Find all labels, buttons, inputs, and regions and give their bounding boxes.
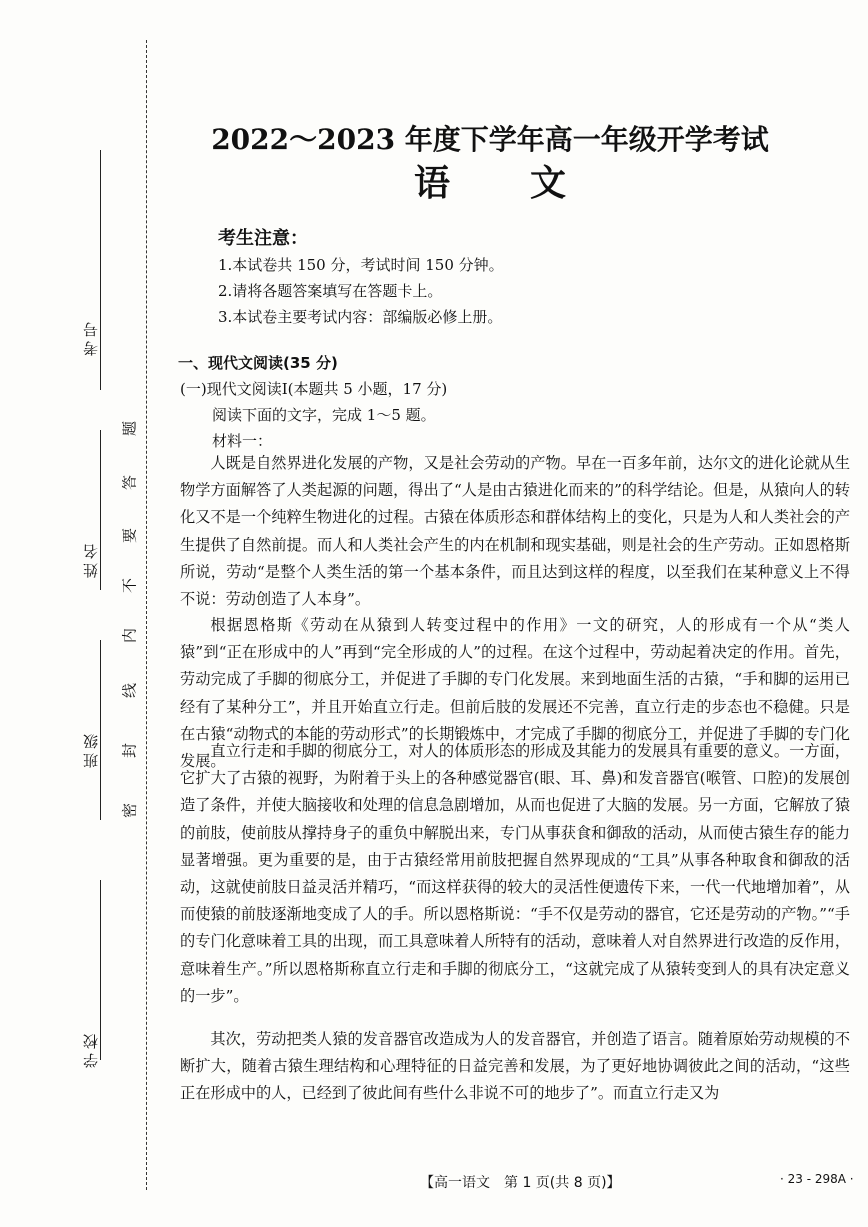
notice-item: 3.本试卷主要考试内容：部编版必修上册。: [218, 308, 503, 326]
paragraph: 其次，劳动把类人猿的发音器官改造成为人的发音器官，并创造了语言。随着原始劳动规模的不断扩大，随着古猿生理结构和心理特征的日益完善和发展，为了更好地协调彼此之间的活动，“这些正在形成中的人，已经到了彼此间有些什么非说不可的地步了”。而直立行走又为: [180, 1030, 850, 1103]
paper-code: · 23 - 298A ·: [780, 1172, 854, 1186]
class-label: 班级: [82, 730, 100, 768]
paragraph: 直立行走和手脚的彻底分工，对人的体质形态的形成及其能力的发展具有重要的意义。一方面，它扩大了古猿的视野，为附着于头上的各种感觉器官(眼、耳、鼻)和发音器官(喉管、口腔)的发展创造了条件，并使大脑接收和处理的信息急剧增加，从而也促进了大脑的发展。另一方面，它解放了猿的前肢，使前肢从撑持身子的重负中解脱出来，专门从事获食和御敌的活动，从而使古猿生存的能力显著增强。更为重要的是，由于古猿经常用前肢把握自然界现成的“工具”从事各种取食和御敌的活动，这就使前肢日益灵活并精巧，“而这样获得的较大的灵活性便遗传下来，一代一代地增加着”，从而使猿的前肢逐渐地变成了人的手。所以恩格斯说：“手不仅是劳动的器官，它还是劳动的产物。”“手的专门化意味着工具的出现，而工具意味着人所特有的活动，意味着人对自然界进行改造的反作用，意味着生产。”所以恩格斯称直立行走和手脚的彻底分工，“这就完成了从猿转变到人的具有决定意义的一步”。: [180, 742, 850, 1005]
exam-number-label: 考号: [82, 318, 100, 356]
seal-char: 密: [120, 803, 139, 819]
page-footer: 【高一语文 第 1 页(共 8 页)】: [420, 1175, 621, 1191]
subject-title: 语文: [413, 162, 646, 204]
seal-char: 不: [120, 578, 139, 594]
seal-char: 线: [120, 683, 139, 699]
notice-item: 2.请将各题答案填写在答题卡上。: [218, 282, 443, 300]
material-label: 材料一：: [212, 432, 273, 450]
name-label: 姓名: [82, 540, 100, 578]
sub-heading: (一)现代文阅读Ⅰ(本题共 5 小题，17 分): [180, 380, 448, 398]
paragraph: 人既是自然界进化发展的产物，又是社会劳动的产物。早在一百多年前，达尔文的进化论就从生物学方面解答了人类起源的问题，得出了“人是由古猿进化而来的”的科学结论。但是，从猿向人的转化又不是一个纯粹生物进化的过程。古猿在体质形态和群体结构上的变化，只是为人和人类社会的产生提供了自然前提。而人和人类社会产生的内在机制和现实基础，则是社会的生产劳动。正如恩格斯所说，劳动“是整个人类生活的第一个基本条件，而且达到这样的程度，以至我们在某种意义上不得不说：劳动创造了人本身”。: [180, 454, 850, 609]
notice-heading: 考生注意：: [218, 228, 308, 249]
exam-title: 2022～2023 年度下学年高一年级开学考试: [211, 123, 769, 156]
seal-char: 答: [120, 475, 139, 491]
school-label: 学校: [82, 1030, 100, 1068]
notice-item: 1.本试卷共 150 分，考试时间 150 分钟。: [218, 256, 504, 274]
seal-char: 封: [120, 743, 139, 759]
instruction: 阅读下面的文字，完成 1～5 题。: [212, 406, 436, 424]
seal-char: 要: [120, 528, 139, 544]
seal-dashed-line: [146, 40, 147, 1190]
seal-char: 题: [120, 421, 139, 437]
seal-char: 内: [120, 628, 139, 644]
paragraph: 根据恩格斯《劳动在从猿到人转变过程中的作用》一文的研究，人的形成有一个从“类人猿”到“正在形成中的人”再到“完全形成的人”的过程。在这个过程中，劳动起着决定的作用。首先，劳动完成了手脚的彻底分工，并促进了手脚的专门化发展。来到地面生活的古猿，“手和脚的运用已经有了某种分工”，并且开始直立行走。但前后肢的发展还不完善，直立行走的步态也不稳健。只是在古猿“动物式的本能的劳动形式”的长期锻炼中，才完成了手脚的彻底分工，并促进了手脚的专门化发展。: [180, 616, 850, 771]
section-heading: 一、现代文阅读(35 分): [178, 354, 338, 372]
